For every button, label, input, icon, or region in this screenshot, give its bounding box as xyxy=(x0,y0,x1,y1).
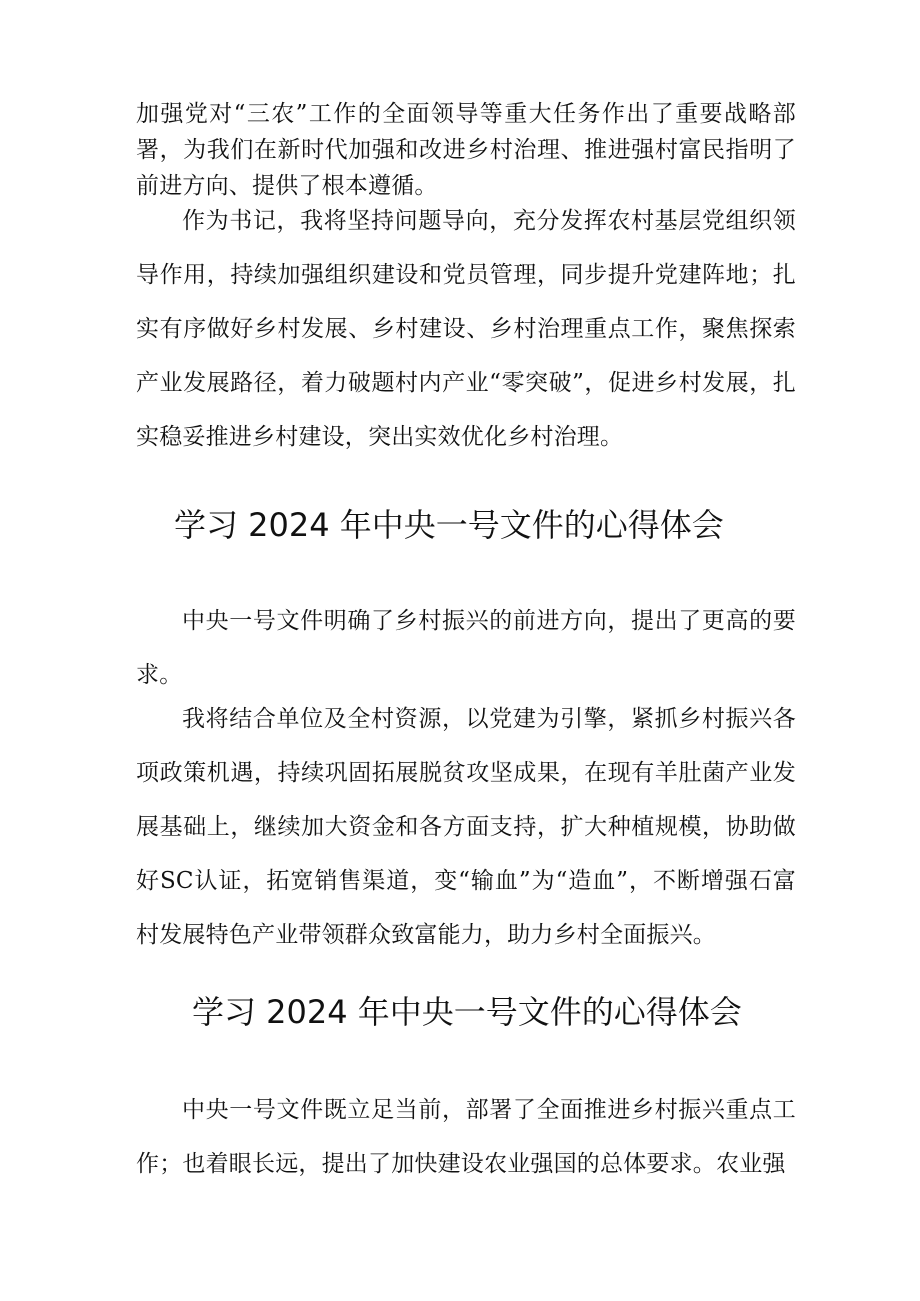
paragraph-continued: 加强党对“三农”工作的全面领导等重大任务作出了重要战略部署，为我们在新时代加强和改进乡村治理、推进强村富民指明了前进方向、提供了根本遵循。 xyxy=(136,101,796,199)
paragraph-secretary-plan: 作为书记，我将坚持问题导向，充分发挥农村基层党组织领导作用，持续加强组织建设和党员管理，同步提升党建阵地；扎实有序做好乡村发展、乡村建设、乡村治理重点工作，聚焦探索产业发展路径，着力破题村内产业“零突破”，促进乡村发展，扎实稳妥推进乡村建设，突出实效优化乡村治理。 xyxy=(136,208,796,450)
section-title-2: 学习 2024 年中央一号文件的心得体会 xyxy=(192,993,742,1031)
paragraph-village-resources: 我将结合单位及全村资源，以党建为引擎，紧抓乡村振兴各项政策机遇，持续巩固拓展脱贫攻坚成果，在现有羊肚菌产业发展基础上，继续加大资金和各方面支持，扩大种植规模，协助做好SC认证，拓宽销售渠道，变“输血”为“造血”，不断增强石富村发展特色产业带领群众致富能力，助力乡村全面振兴。 xyxy=(136,706,796,948)
paragraph-direction: 中央一号文件明确了乡村振兴的前进方向，提出了更高的要求。 xyxy=(136,608,796,688)
section-title-1: 学习 2024 年中央一号文件的心得体会 xyxy=(174,506,724,544)
paragraph-long-term: 中央一号文件既立足当前，部署了全面推进乡村振兴重点工作；也着眼长远，提出了加快建设农业强国的总体要求。农业强 xyxy=(136,1097,796,1177)
